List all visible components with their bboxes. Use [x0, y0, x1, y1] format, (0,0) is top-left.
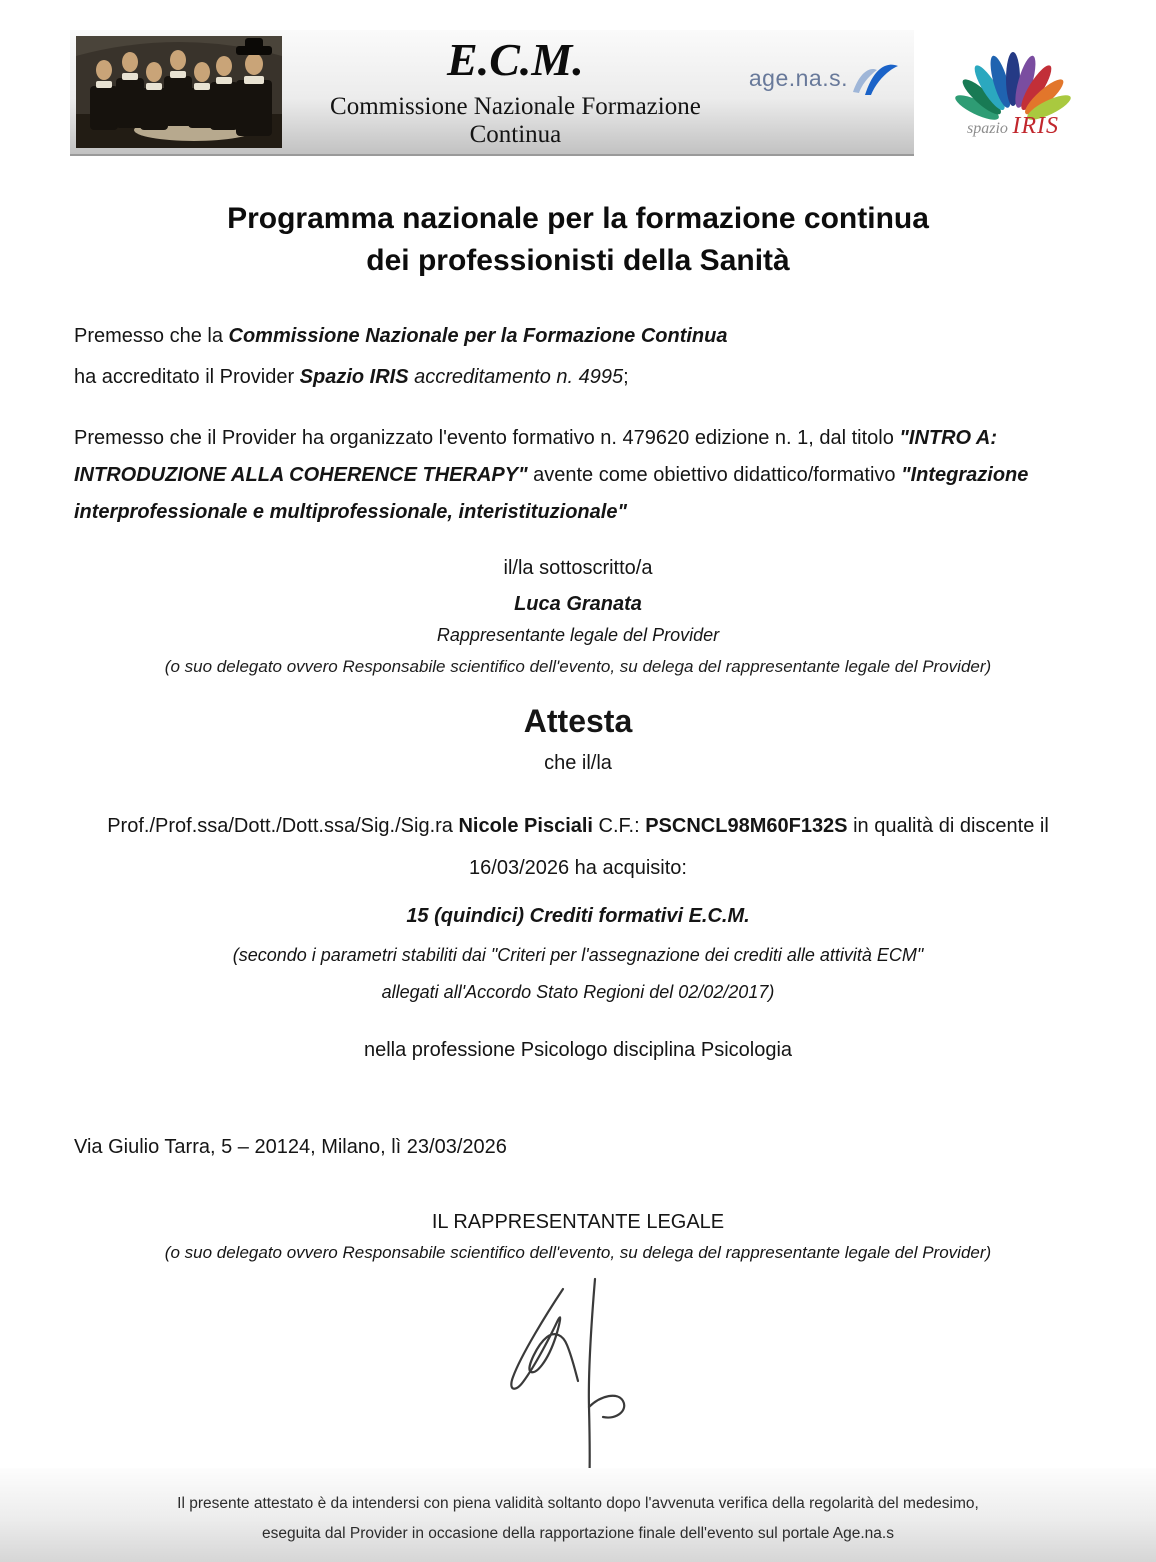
attesta-heading: Attesta — [523, 703, 633, 739]
page-title-line1: Programma nazionale per la formazione continua — [227, 202, 929, 235]
premise2-lead: Premesso che il Provider ha organizzato l'evento formativo n. 479620 edizione n. 1, dal titolo — [74, 427, 900, 449]
attendee-titles: Prof./Prof.ssa/Dott./Dott.ssa/Sig./Sig.ra — [107, 815, 459, 837]
agenas-label: age.na.s. — [748, 64, 848, 91]
premise1-semicolon: ; — [623, 366, 629, 388]
ecm-title: E.C.M. — [447, 33, 584, 85]
delegate-note-top: (o suo delegato ovvero Responsabile scientifico dell'evento, su delega del rappresentante legale del Provider) — [164, 657, 992, 676]
footer-line2: eseguita dal Provider in occasione della rapportazione finale dell'evento sul portale Age.na.s — [262, 1525, 894, 1542]
page-title — [74, 198, 1082, 282]
premise1-lead: Premesso che la — [74, 325, 229, 347]
iris-label: IRIS — [1012, 112, 1059, 139]
attendee-cf-label: C.F.: — [592, 815, 646, 837]
premise1-provider-lead: ha accreditato il Provider — [74, 366, 300, 388]
credits-note — [74, 937, 1082, 1011]
premise2-event-title: "INTRO A: INTRODUZIONE ALLA COHERENCE THERAPY" — [74, 427, 998, 486]
premise1-commission: Commissione Nazionale per la Formazione Continua — [228, 325, 728, 347]
attendee-date-clause: in qualità di discente il 16/03/2026 ha acquisito: — [469, 815, 1049, 879]
credits-note-line2: allegati all'Accordo Stato Regioni del 02/02/2017) — [381, 981, 775, 1002]
ecm-subtitle: Commissione Nazionale Formazione Continua — [330, 93, 701, 149]
attendee-statement — [74, 805, 1082, 889]
legal-representative-role: Rappresentante legale del Provider — [436, 625, 720, 645]
premise2-objective: "Integrazione interprofessionale e multiprofessionale, interistituzionale" — [74, 464, 1029, 523]
attesta-che: che il/la — [544, 752, 612, 774]
footer-line1: Il presente attestato è da intendersi con piena validità soltanto dopo l'avvenuta verifica della regolarità del medesimo, — [177, 1495, 979, 1512]
credits-line: 15 (quindici) Crediti formativi E.C.M. — [406, 905, 750, 927]
legal-representative-title: IL RAPPRESENTANTE LEGALE — [431, 1210, 725, 1233]
page-title-line2: dei professionisti della Sanità — [366, 244, 790, 277]
footer-disclaimer — [0, 1468, 1156, 1562]
attendee-fiscal-code: PSCNCL98M60F132S — [645, 815, 848, 837]
premise-accreditation — [74, 316, 1082, 398]
signature-icon — [473, 1275, 683, 1493]
signature-area — [74, 1275, 1082, 1493]
profession-line: nella professione Psicologo disciplina Psicologia — [363, 1038, 793, 1061]
undersigned-intro: il/la sottoscritto/a — [503, 557, 653, 579]
credits-note-line1: (secondo i parametri stabiliti dai "Criteri per l'assegnazione dei crediti alle attività ECM" — [232, 945, 924, 965]
premise1-accreditation-number: accreditamento n. 4995 — [408, 366, 624, 388]
place-and-date: Via Giulio Tarra, 5 – 20124, Milano, lì 23/03/2026 — [74, 1135, 507, 1158]
premise1-provider-name: Spazio IRIS — [299, 366, 409, 388]
spazio-label: spazio — [966, 119, 1008, 137]
delegate-note-bottom: (o suo delegato ovvero Responsabile scientifico dell'evento, su delega del rappresentante legale del Provider) — [164, 1242, 992, 1262]
attendee-name: Nicole Pisciali — [458, 815, 593, 837]
premise-event — [74, 420, 1082, 531]
legal-representative-name: Luca Granata — [514, 593, 642, 615]
premise-accreditation-line2 — [74, 357, 1082, 398]
premise-accreditation-line1 — [74, 316, 1082, 357]
premise2-middle: avente come obiettivo didattico/formativo — [527, 464, 902, 486]
